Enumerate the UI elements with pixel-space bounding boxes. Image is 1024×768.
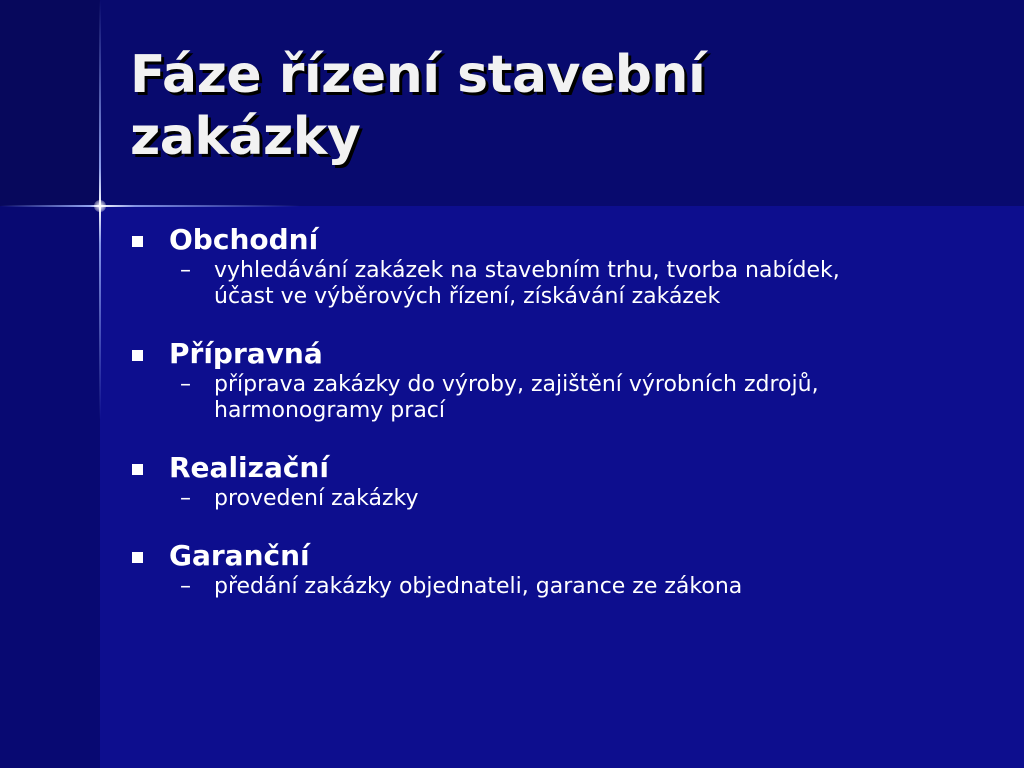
dash-bullet-icon: – — [180, 372, 191, 397]
dash-bullet-icon: – — [180, 574, 191, 599]
list-item-detail-line-1: příprava zakázky do výroby, zajištění výrobních zdrojů, — [214, 372, 819, 397]
square-bullet-icon — [132, 552, 143, 563]
slide-title — [130, 44, 990, 168]
list-item-heading-text: Garanční — [169, 539, 310, 572]
list-item-heading — [130, 336, 1010, 372]
list-item-detail — [180, 486, 1010, 512]
list-item-pripravna — [130, 336, 1010, 424]
list-item-heading — [130, 222, 1010, 258]
list-item-heading — [130, 538, 1010, 574]
list-item-heading-text: Přípravná — [169, 337, 323, 370]
square-bullet-icon — [132, 464, 143, 475]
square-bullet-icon — [132, 350, 143, 361]
dash-bullet-icon: – — [180, 258, 191, 283]
slide-title-line-2: zakázky — [130, 107, 361, 167]
decorative-horizontal-line — [0, 205, 300, 207]
list-item-detail — [180, 574, 1010, 600]
list-item-garancni — [130, 538, 1010, 600]
list-item-detail-line-2: harmonogramy prací — [214, 398, 446, 423]
dash-bullet-icon: – — [180, 486, 191, 511]
decorative-sparkle-icon — [94, 200, 106, 212]
list-item-detail-line-1: provedení zakázky — [214, 486, 419, 511]
list-item-detail-line-1: předání zakázky objednateli, garance ze zákona — [214, 574, 743, 599]
slide-title-line-1: Fáze řízení stavební — [130, 45, 706, 105]
list-item-heading-text: Obchodní — [169, 223, 319, 256]
list-item-heading-text: Realizační — [169, 451, 329, 484]
square-bullet-icon — [132, 236, 143, 247]
background-left-lower-band — [0, 206, 100, 768]
bullet-list — [130, 222, 1010, 626]
list-item-realizacni — [130, 450, 1010, 512]
list-item-heading — [130, 450, 1010, 486]
list-item-detail — [180, 372, 1010, 424]
list-item-obchodni — [130, 222, 1010, 310]
list-item-detail — [180, 258, 1010, 310]
list-item-detail-line-2: účast ve výběrových řízení, získávání zakázek — [214, 284, 721, 309]
list-item-detail-line-1: vyhledávání zakázek na stavebním trhu, tvorba nabídek, — [214, 258, 840, 283]
